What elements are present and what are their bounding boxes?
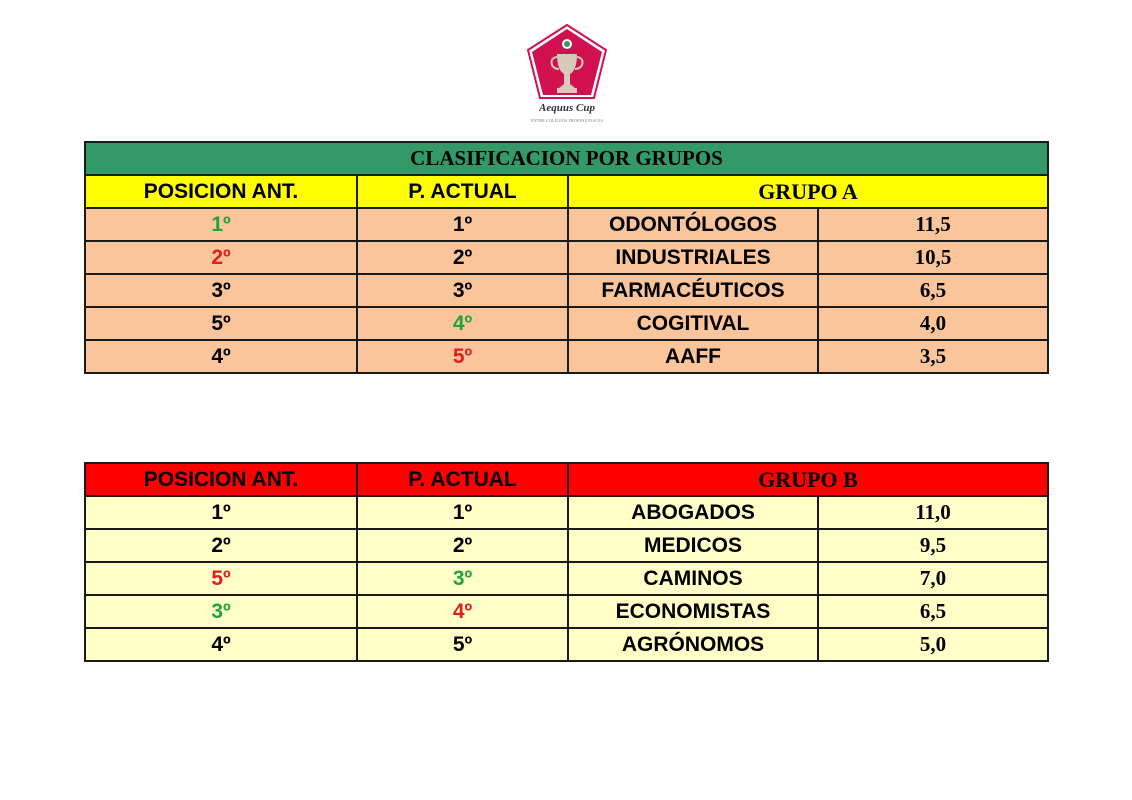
team-name-cell: COGITIVAL: [568, 307, 818, 340]
table-row: [85, 529, 1048, 562]
page-title: CLASIFICACION POR GRUPOS: [85, 142, 1048, 175]
group-a-rows: [85, 208, 1048, 373]
table-row: [85, 496, 1048, 529]
logo-title: Aequus Cup: [539, 102, 595, 114]
table-row: [85, 208, 1048, 241]
prev-position-cell: 2º: [85, 529, 357, 562]
trophy-pentagon-icon: [524, 22, 610, 102]
team-name-cell: AGRÓNOMOS: [568, 628, 818, 661]
title-row: [85, 142, 1048, 175]
current-position-cell: 4º: [357, 595, 568, 628]
table-row: [85, 340, 1048, 373]
table-row: [85, 307, 1048, 340]
current-position-cell: 2º: [357, 241, 568, 274]
group-b-table: [84, 462, 1049, 662]
header-prev-position: POSICION ANT.: [85, 463, 357, 496]
group-a-table: [84, 141, 1049, 374]
prev-position-cell: 1º: [85, 496, 357, 529]
points-cell: 11,5: [818, 208, 1048, 241]
table-row: [85, 241, 1048, 274]
group-b-header-row: [85, 463, 1048, 496]
current-position-cell: 5º: [357, 340, 568, 373]
header-group-a: GRUPO A: [568, 175, 1048, 208]
group-a-header-row: [85, 175, 1048, 208]
points-cell: 10,5: [818, 241, 1048, 274]
points-cell: 11,0: [818, 496, 1048, 529]
current-position-cell: 1º: [357, 208, 568, 241]
prev-position-cell: 3º: [85, 595, 357, 628]
points-cell: 4,0: [818, 307, 1048, 340]
current-position-cell: 5º: [357, 628, 568, 661]
team-name-cell: MEDICOS: [568, 529, 818, 562]
team-name-cell: FARMACÉUTICOS: [568, 274, 818, 307]
group-b-rows: [85, 496, 1048, 661]
prev-position-cell: 5º: [85, 307, 357, 340]
points-cell: 6,5: [818, 595, 1048, 628]
current-position-cell: 2º: [357, 529, 568, 562]
table-row: [85, 562, 1048, 595]
header-current-position: P. ACTUAL: [357, 463, 568, 496]
points-cell: 6,5: [818, 274, 1048, 307]
header-prev-position: POSICION ANT.: [85, 175, 357, 208]
table-row: [85, 628, 1048, 661]
points-cell: 9,5: [818, 529, 1048, 562]
points-cell: 7,0: [818, 562, 1048, 595]
team-name-cell: ODONTÓLOGOS: [568, 208, 818, 241]
points-cell: 5,0: [818, 628, 1048, 661]
header-group-b: GRUPO B: [568, 463, 1048, 496]
prev-position-cell: 4º: [85, 628, 357, 661]
team-name-cell: INDUSTRIALES: [568, 241, 818, 274]
team-name-cell: ABOGADOS: [568, 496, 818, 529]
points-cell: 3,5: [818, 340, 1048, 373]
current-position-cell: 3º: [357, 274, 568, 307]
table-row: [85, 274, 1048, 307]
current-position-cell: 1º: [357, 496, 568, 529]
aequus-cup-logo: [524, 22, 610, 134]
header-current-position: P. ACTUAL: [357, 175, 568, 208]
team-name-cell: CAMINOS: [568, 562, 818, 595]
current-position-cell: 4º: [357, 307, 568, 340]
prev-position-cell: 4º: [85, 340, 357, 373]
current-position-cell: 3º: [357, 562, 568, 595]
team-name-cell: AAFF: [568, 340, 818, 373]
team-name-cell: ECONOMISTAS: [568, 595, 818, 628]
logo-subtitle: ENTRE COLEGIOS PROFESIONALES: [530, 118, 604, 123]
prev-position-cell: 3º: [85, 274, 357, 307]
table-row: [85, 595, 1048, 628]
prev-position-cell: 5º: [85, 562, 357, 595]
prev-position-cell: 1º: [85, 208, 357, 241]
prev-position-cell: 2º: [85, 241, 357, 274]
